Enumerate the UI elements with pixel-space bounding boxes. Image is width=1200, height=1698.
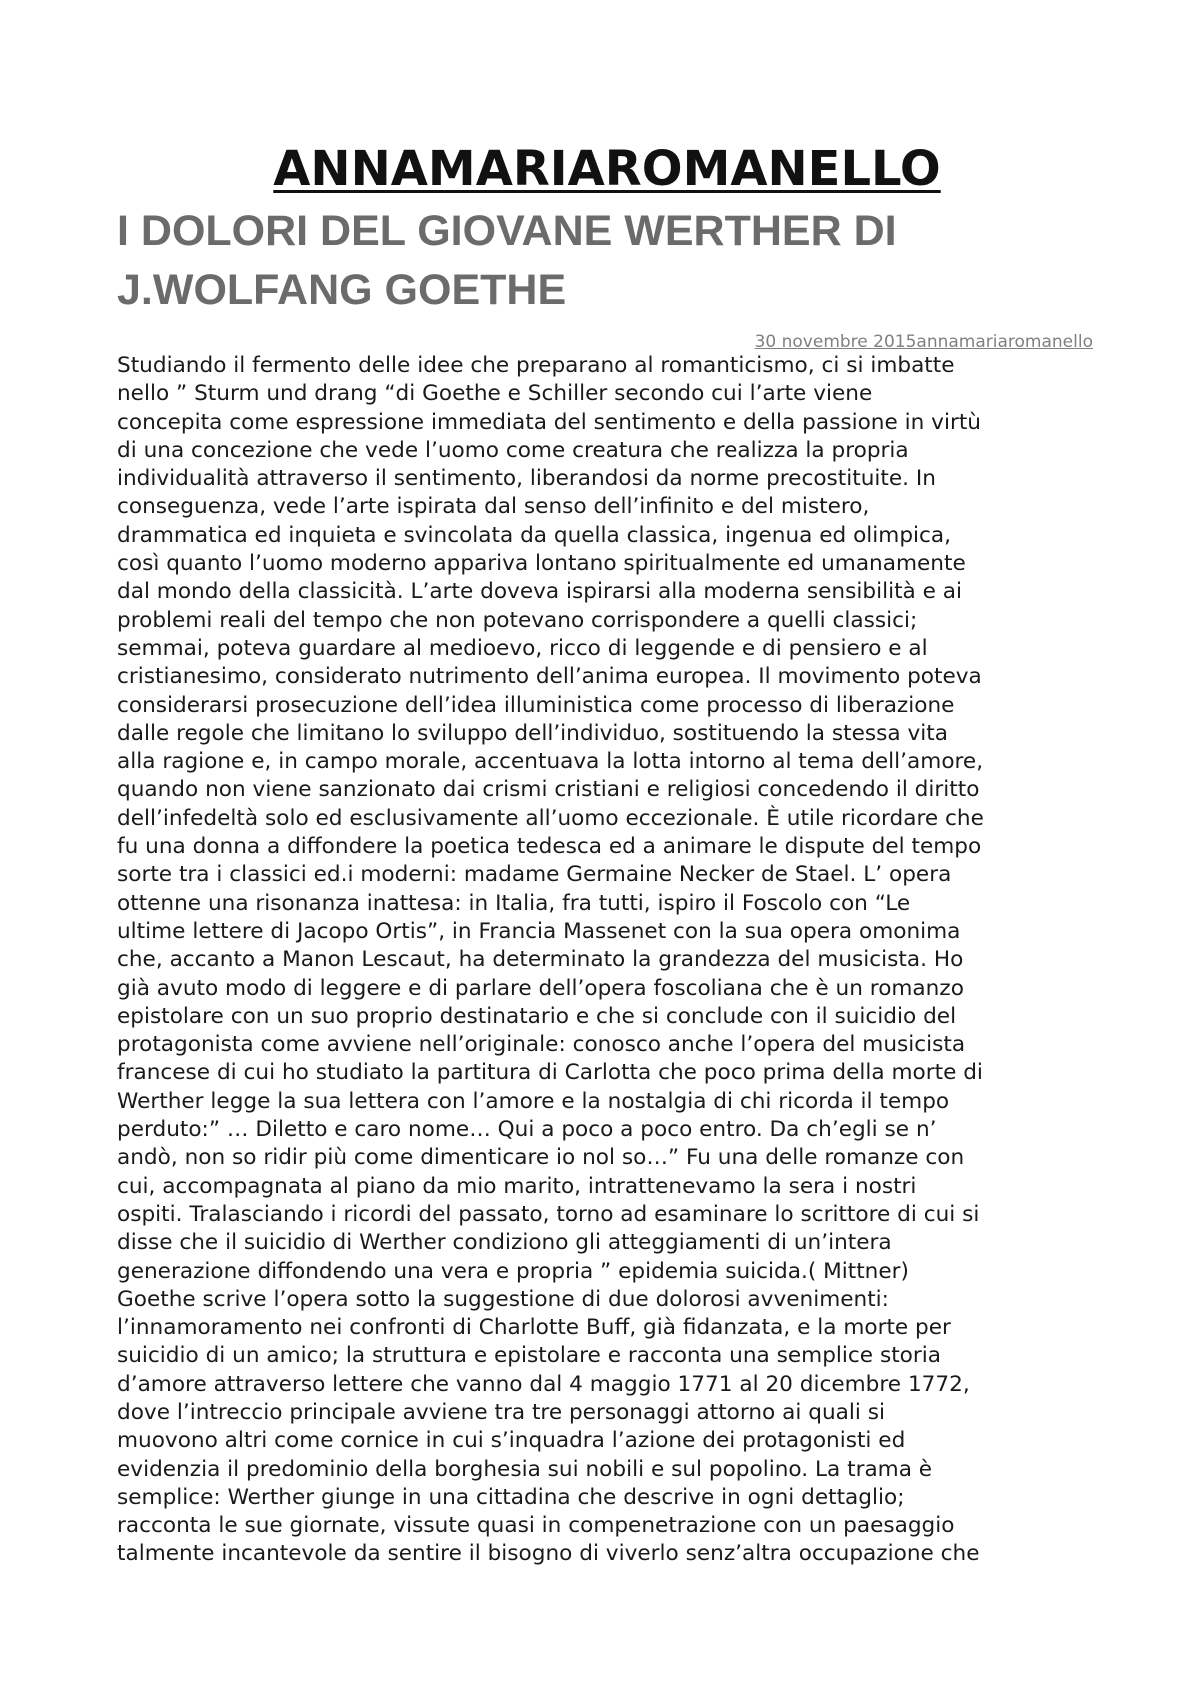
site-title[interactable]: ANNAMARIAROMANELLO — [273, 141, 941, 197]
body-line: semplice: Werther giunge in una cittadina che descrive in ogni dettaglio; — [117, 1484, 905, 1510]
body-line: generazione diffondendo una vera e propria ” epidemia suicida.( Mittner) — [117, 1258, 909, 1284]
body-line: protagonista come avviene nell’originale: conosco anche l’opera del musicista — [117, 1032, 966, 1058]
body-line: epistolare con un suo proprio destinatario e che si conclude con il suicidio del — [117, 1003, 957, 1029]
body-line: muovono altri come cornice in cui s’inquadra l’azione dei protagonisti ed — [117, 1428, 906, 1454]
body-line: Goethe scrive l’opera sotto la suggestione di due dolorosi avvenimenti: — [117, 1286, 889, 1312]
body-line: individualità attraverso il sentimento, liberandosi da norme precostituite. In — [117, 466, 936, 492]
body-line: evidenzia il predominio della borghesia sui nobili e sul popolino. La trama è — [117, 1456, 933, 1482]
body-line: talmente incantevole da sentire il bisogno di viverlo senz’altra occupazione che — [117, 1541, 980, 1567]
body-line: già avuto modo di leggere e di parlare dell’opera foscoliana che è un romanzo — [117, 975, 964, 1001]
body-line: quando non viene sanzionato dai crismi cristiani e religiosi concedendo il diritto — [117, 777, 980, 803]
body-line: Werther legge la sua lettera con l’amore e la nostalgia di chi ricorda il tempo — [117, 1088, 950, 1114]
body-line: ospiti. Tralasciando i ricordi del passato, torno ad esaminare lo scrittore di cui si — [117, 1201, 980, 1227]
body-line: sorte tra i classici ed.i moderni: madame Germaine Necker de Stael. L’ opera — [117, 862, 952, 888]
body-line: conseguenza, vede l’arte ispirata dal senso dell’infinito e del mistero, — [117, 494, 870, 520]
body-line: dove l’intreccio principale avviene tra tre personaggi attorno ai quali si — [117, 1399, 885, 1425]
body-line: nello ” Sturm und drang “di Goethe e Schiller secondo cui l’arte viene — [117, 381, 873, 407]
body-line: andò, non so ridir più come dimenticare io nol so…” Fu una delle romanze con — [117, 1145, 965, 1171]
body-line: racconta le sue giornate, vissute quasi in compenetrazione con un paesaggio — [117, 1513, 955, 1539]
body-line: concepita come espressione immediata del sentimento e della passione in virtù — [117, 409, 981, 435]
body-line: considerarsi prosecuzione dell’idea illuministica come processo di liberazione — [117, 692, 955, 718]
body-line: ultime lettere di Jacopo Ortis”, in Francia Massenet con la sua opera omonima — [117, 918, 961, 944]
body-line: dal mondo della classicità. L’arte doveva ispirarsi alla moderna sensibilità e ai — [117, 579, 963, 605]
post-meta — [117, 332, 1097, 352]
post-date-link[interactable]: 30 novembre 2015 — [754, 332, 917, 352]
body-line: ottenne una risonanza inattesa: in Italia, fra tutti, ispiro il Foscolo con “Le — [117, 890, 911, 916]
body-line: perduto:” … Diletto e caro nome… Qui a poco a poco entro. Da ch’egli se n’ — [117, 1117, 937, 1143]
body-line: cui, accompagnata al piano da mio marito, intrattenevamo la sera i nostri — [117, 1173, 917, 1199]
body-line: dell’infedeltà solo ed esclusivamente all’uomo eccezionale. È utile ricordare che — [117, 805, 984, 831]
post-title[interactable]: I DOLORI DEL GIOVANE WERTHER DI J.WOLFANG GOETHE — [117, 207, 897, 314]
body-line: così quanto l’uomo moderno appariva lontano spiritualmente ed umanamente — [117, 551, 966, 577]
body-line: drammatica ed inquieta e svincolata da quella classica, ingenua ed olimpica, — [117, 522, 952, 548]
post-author-link[interactable]: annamariaromanello — [916, 332, 1093, 352]
body-line: fu una donna a diffondere la poetica tedesca ed a animare le dispute del tempo — [117, 834, 982, 860]
body-line: d’amore attraverso lettere che vanno dal 4 maggio 1771 al 20 dicembre 1772, — [117, 1371, 970, 1397]
body-line: Studiando il fermento delle idee che preparano al romanticismo, ci si imbatte — [117, 353, 955, 378]
body-line: disse che il suicidio di Werther condiziono gli atteggiamenti di un’intera — [117, 1230, 892, 1256]
body-line: di una concezione che vede l’uomo come creatura che realizza la propria — [117, 437, 909, 463]
body-line: che, accanto a Manon Lescaut, ha determinato la grandezza del musicista. Ho — [117, 947, 964, 973]
body-line: semmai, poteva guardare al medioevo, ricco di leggende e di pensiero e al — [117, 635, 928, 661]
body-line: problemi reali del tempo che non potevano corrispondere a quelli classici; — [117, 607, 918, 633]
body-line: dalle regole che limitano lo sviluppo dell’individuo, sostituendo la stessa vita — [117, 720, 948, 746]
body-line: cristianesimo, considerato nutrimento dell’anima europea. Il movimento poteva — [117, 664, 982, 690]
body-line: francese di cui ho studiato la partitura di Carlotta che poco prima della morte di — [117, 1060, 983, 1086]
body-line: suicidio di un amico; la struttura e epistolare e racconta una semplice storia — [117, 1343, 941, 1369]
document-page — [117, 140, 1097, 1569]
post-body — [117, 352, 1097, 1569]
body-line: alla ragione e, in campo morale, accentuava la lotta intorno al tema dell’amore, — [117, 749, 984, 775]
body-line: l’innamoramento nei confronti di Charlotte Buff, già fidanzata, e la morte per — [117, 1315, 951, 1341]
